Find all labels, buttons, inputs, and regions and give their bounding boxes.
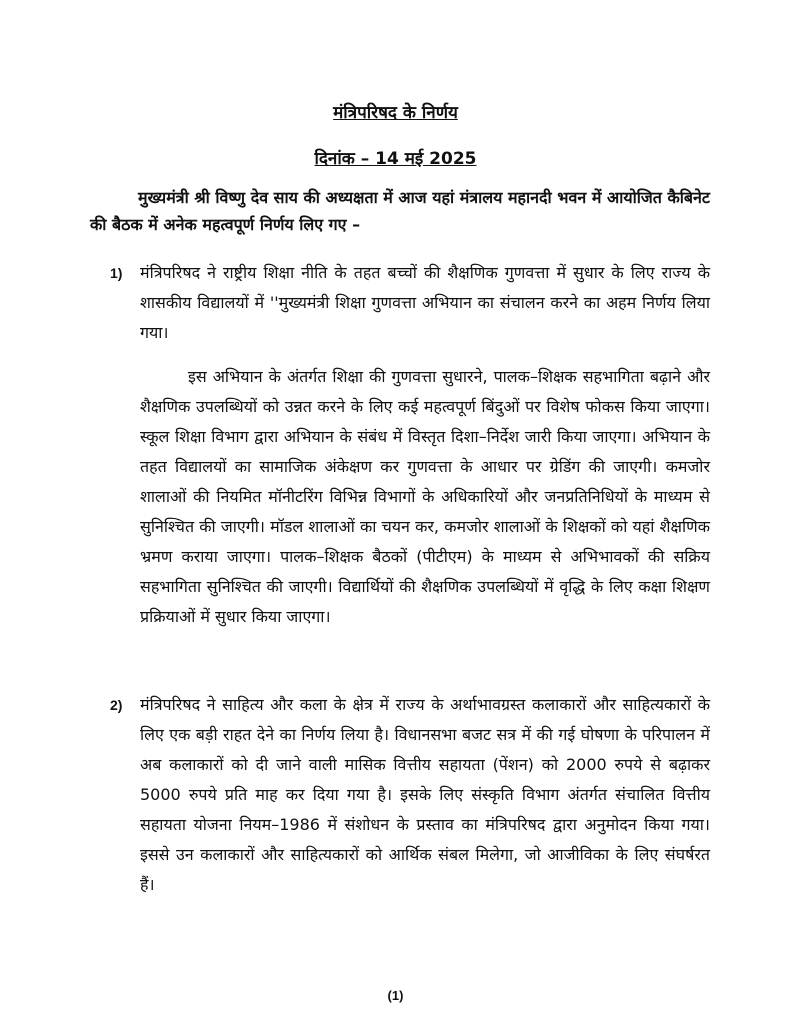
item-paragraph: इस अभियान के अंतर्गत शिक्षा की गुणवत्ता सुधारने, पालक–शिक्षक सहभागिता बढ़ाने और शैक्षणिक उपलब्धियों को उन्नत करने के लिए कई महत्वपूर्ण बिंदुओं पर विशेष फोकस किया जाएगा। स्कूल शिक्षा विभाग द्वारा अभियान के संबंध में विस्तृत दिशा–निर्देश जारी किया जाएगा। अभियान के तहत विद्यालयों का सामाजिक अंकेक्षण कर गुणवत्ता के आधार पर ग्रेडिंग की जाएगी। कमजोर शालाओं की नियमित मॉनीटरिंग विभिन्न विभागों के अधिकारियों और जनप्रतिनिधियों के माध्यम से सुनिश्चित की जाएगी। मॉडल शालाओं का चयन कर, कमजोर शालाओं के शिक्षकों को यहां शैक्षणिक भ्रमण कराया जाएगा। पालक–शिक्षक बैठकों (पीटीएम) के माध्यम से अभिभावकों की सक्रिय सहभागिता सुनिश्चित की जाएगी। विद्यार्थियों की शैक्षणिक उपलब्धियों में वृद्धि के लिए कक्षा शिक्षण प्रक्रियाओं में सुधार किया जाएगा। [140,367,710,626]
item-number: 1) [110,265,123,281]
date-line: दिनांक – 14 मई 2025 [314,149,477,169]
decision-item-2 [110,690,710,900]
page-number: (1) [387,988,404,1003]
decision-item-1 [110,258,710,632]
item-number: 2) [110,697,123,713]
page-title: मंत्रिपरिषद के निर्णय [333,103,458,123]
item-paragraph: मंत्रिपरिषद ने राष्ट्रीय शिक्षा नीति के तहत बच्चों की शैक्षणिक गुणवत्ता में सुधार के लिए राज्य के शासकीय विद्यालयों में ''मुख्यमंत्री शिक्षा गुणवत्ता अभियान का संचालन करने का अहम निर्णय लिया गया। [140,263,710,342]
intro-paragraph: मुख्यमंत्री श्री विष्णु देव साय की अध्यक्षता में आज यहां मंत्रालय महानदी भवन में आयोजित कैबिनेट की बैठक में अनेक महत्वपूर्ण निर्णय लिए गए – [90,188,710,234]
item-paragraph: मंत्रिपरिषद ने साहित्य और कला के क्षेत्र में राज्य के अर्थाभावग्रस्त कलाकारों और साहित्यकारों के लिए एक बड़ी राहत देने का निर्णय लिया है। विधानसभा बजट सत्र में की गई घोषणा के परिपालन में अब कलाकारों को दी जाने वाली मासिक वित्तीय सहायता (पेंशन) को 2000 रुपये से बढ़ाकर 5000 रुपये प्रति माह कर दिया गया है। इसके लिए संस्कृति विभाग अंतर्गत संचालित वित्तीय सहायता योजना नियम–1986 में संशोधन के प्रस्ताव का मंत्रिपरिषद द्वारा अनुमोदन किया गया। इससे उन कलाकारों और साहित्यकारों को आर्थिक संबल मिलेगा, जो आजीविका के लिए संघर्षरत हैं। [140,695,710,894]
